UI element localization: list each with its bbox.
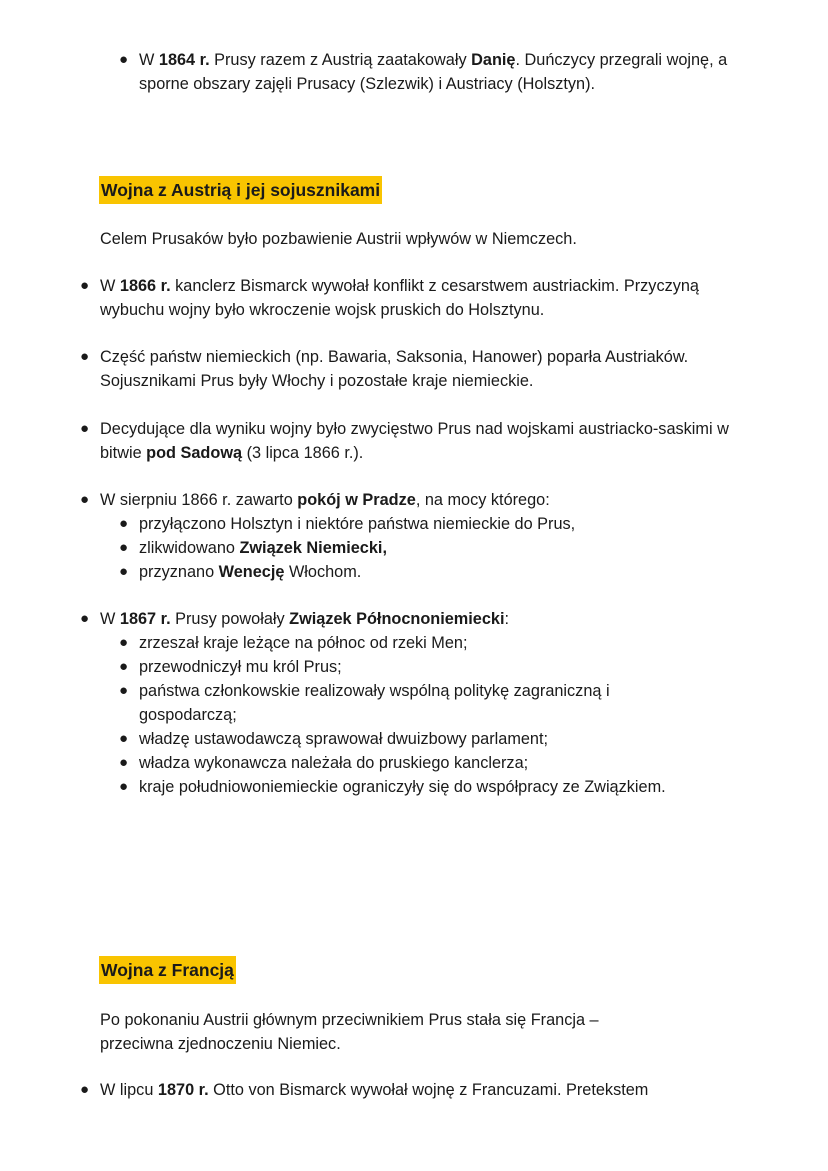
bullet: ● bbox=[80, 277, 90, 294]
sub-bullet: ● bbox=[119, 682, 129, 699]
bullet: ● bbox=[80, 420, 90, 437]
sub-item: zrzeszał kraje leżące na północ od rzeki Men; bbox=[139, 634, 468, 652]
sub-item: kraje południowoniemieckie ograniczyły się do współpracy ze Związkiem. bbox=[139, 778, 666, 796]
sub-bullet: ● bbox=[119, 730, 129, 747]
item-text: W sierpniu 1866 r. zawarto pokój w Pradze, na mocy którego: bbox=[100, 491, 550, 509]
bullet: ● bbox=[80, 348, 90, 365]
sub-item: przyłączono Holsztyn i niektóre państwa niemieckie do Prus, bbox=[139, 515, 576, 533]
sub-item: zlikwidowano Związek Niemiecki, bbox=[139, 539, 387, 557]
bullet: ● bbox=[80, 610, 90, 627]
sub-item: władza wykonawcza należała do pruskiego kanclerza; bbox=[139, 754, 529, 772]
sub-bullet: ● bbox=[119, 539, 129, 556]
bullet: ● bbox=[80, 491, 90, 508]
item-1870 bbox=[0, 1078, 828, 1102]
item-text: W 1866 r. kanclerz Bismarck wywołał konflikt z cesarstwem austriackim. Przyczyną wybuchu wojny było wkroczenie wojsk pruskich do Holsztynu. bbox=[100, 277, 699, 319]
item-sadowa bbox=[0, 417, 828, 465]
item-text: Decydujące dla wyniku wojny było zwycięstwo Prus nad wojskami austriacko-saskimi w bitwie pod Sadową (3 lipca 1866 r.). bbox=[100, 420, 729, 462]
item-allies bbox=[0, 345, 828, 393]
sub-item: przyznano Wenecję Włochom. bbox=[139, 563, 362, 581]
sub-bullet: ● bbox=[119, 658, 129, 675]
item-prague bbox=[0, 488, 828, 584]
bullet: ● bbox=[80, 1081, 90, 1098]
bullet: ● bbox=[119, 51, 129, 68]
section-heading-austria: Wojna z Austrią i jej sojusznikami bbox=[99, 176, 382, 204]
sub-bullet: ● bbox=[119, 563, 129, 580]
section-heading-france: Wojna z Francją bbox=[99, 956, 236, 984]
sub-bullet: ● bbox=[119, 634, 129, 651]
item-1864 bbox=[0, 48, 828, 96]
sub-item: państwa członkowskie realizowały wspólną politykę zagraniczną i gospodarczą; bbox=[139, 682, 610, 724]
item-1867 bbox=[0, 607, 828, 799]
item-text: W 1867 r. Prusy powołały Związek Północnoniemiecki: bbox=[100, 610, 510, 628]
item-text: W 1864 r. Prusy razem z Austrią zaatakowały Danię. Duńczycy przegrali wojnę, a sporne obszary zajęli Prusacy (Szlezwik) i Austriacy (Holsztyn). bbox=[139, 51, 728, 93]
austria-intro: Celem Prusaków było pozbawienie Austrii wpływów w Niemczech. bbox=[100, 230, 577, 248]
sub-item: przewodniczył mu król Prus; bbox=[139, 658, 342, 676]
sub-item: władzę ustawodawczą sprawował dwuizbowy parlament; bbox=[139, 730, 549, 748]
item-text: W lipcu 1870 r. Otto von Bismarck wywołał wojnę z Francuzami. Pretekstem bbox=[100, 1081, 649, 1099]
item-1866 bbox=[0, 274, 828, 322]
sub-bullet: ● bbox=[119, 778, 129, 795]
sub-bullet: ● bbox=[119, 515, 129, 532]
item-text: Część państw niemieckich (np. Bawaria, Saksonia, Hanower) poparła Austriaków. Sojusznikami Prus były Włochy i pozostałe kraje niemieckie. bbox=[100, 348, 689, 390]
sub-bullet: ● bbox=[119, 754, 129, 771]
france-intro: Po pokonaniu Austrii głównym przeciwnikiem Prus stała się Francja – przeciwna zjednoczeniu Niemiec. bbox=[100, 1011, 599, 1053]
